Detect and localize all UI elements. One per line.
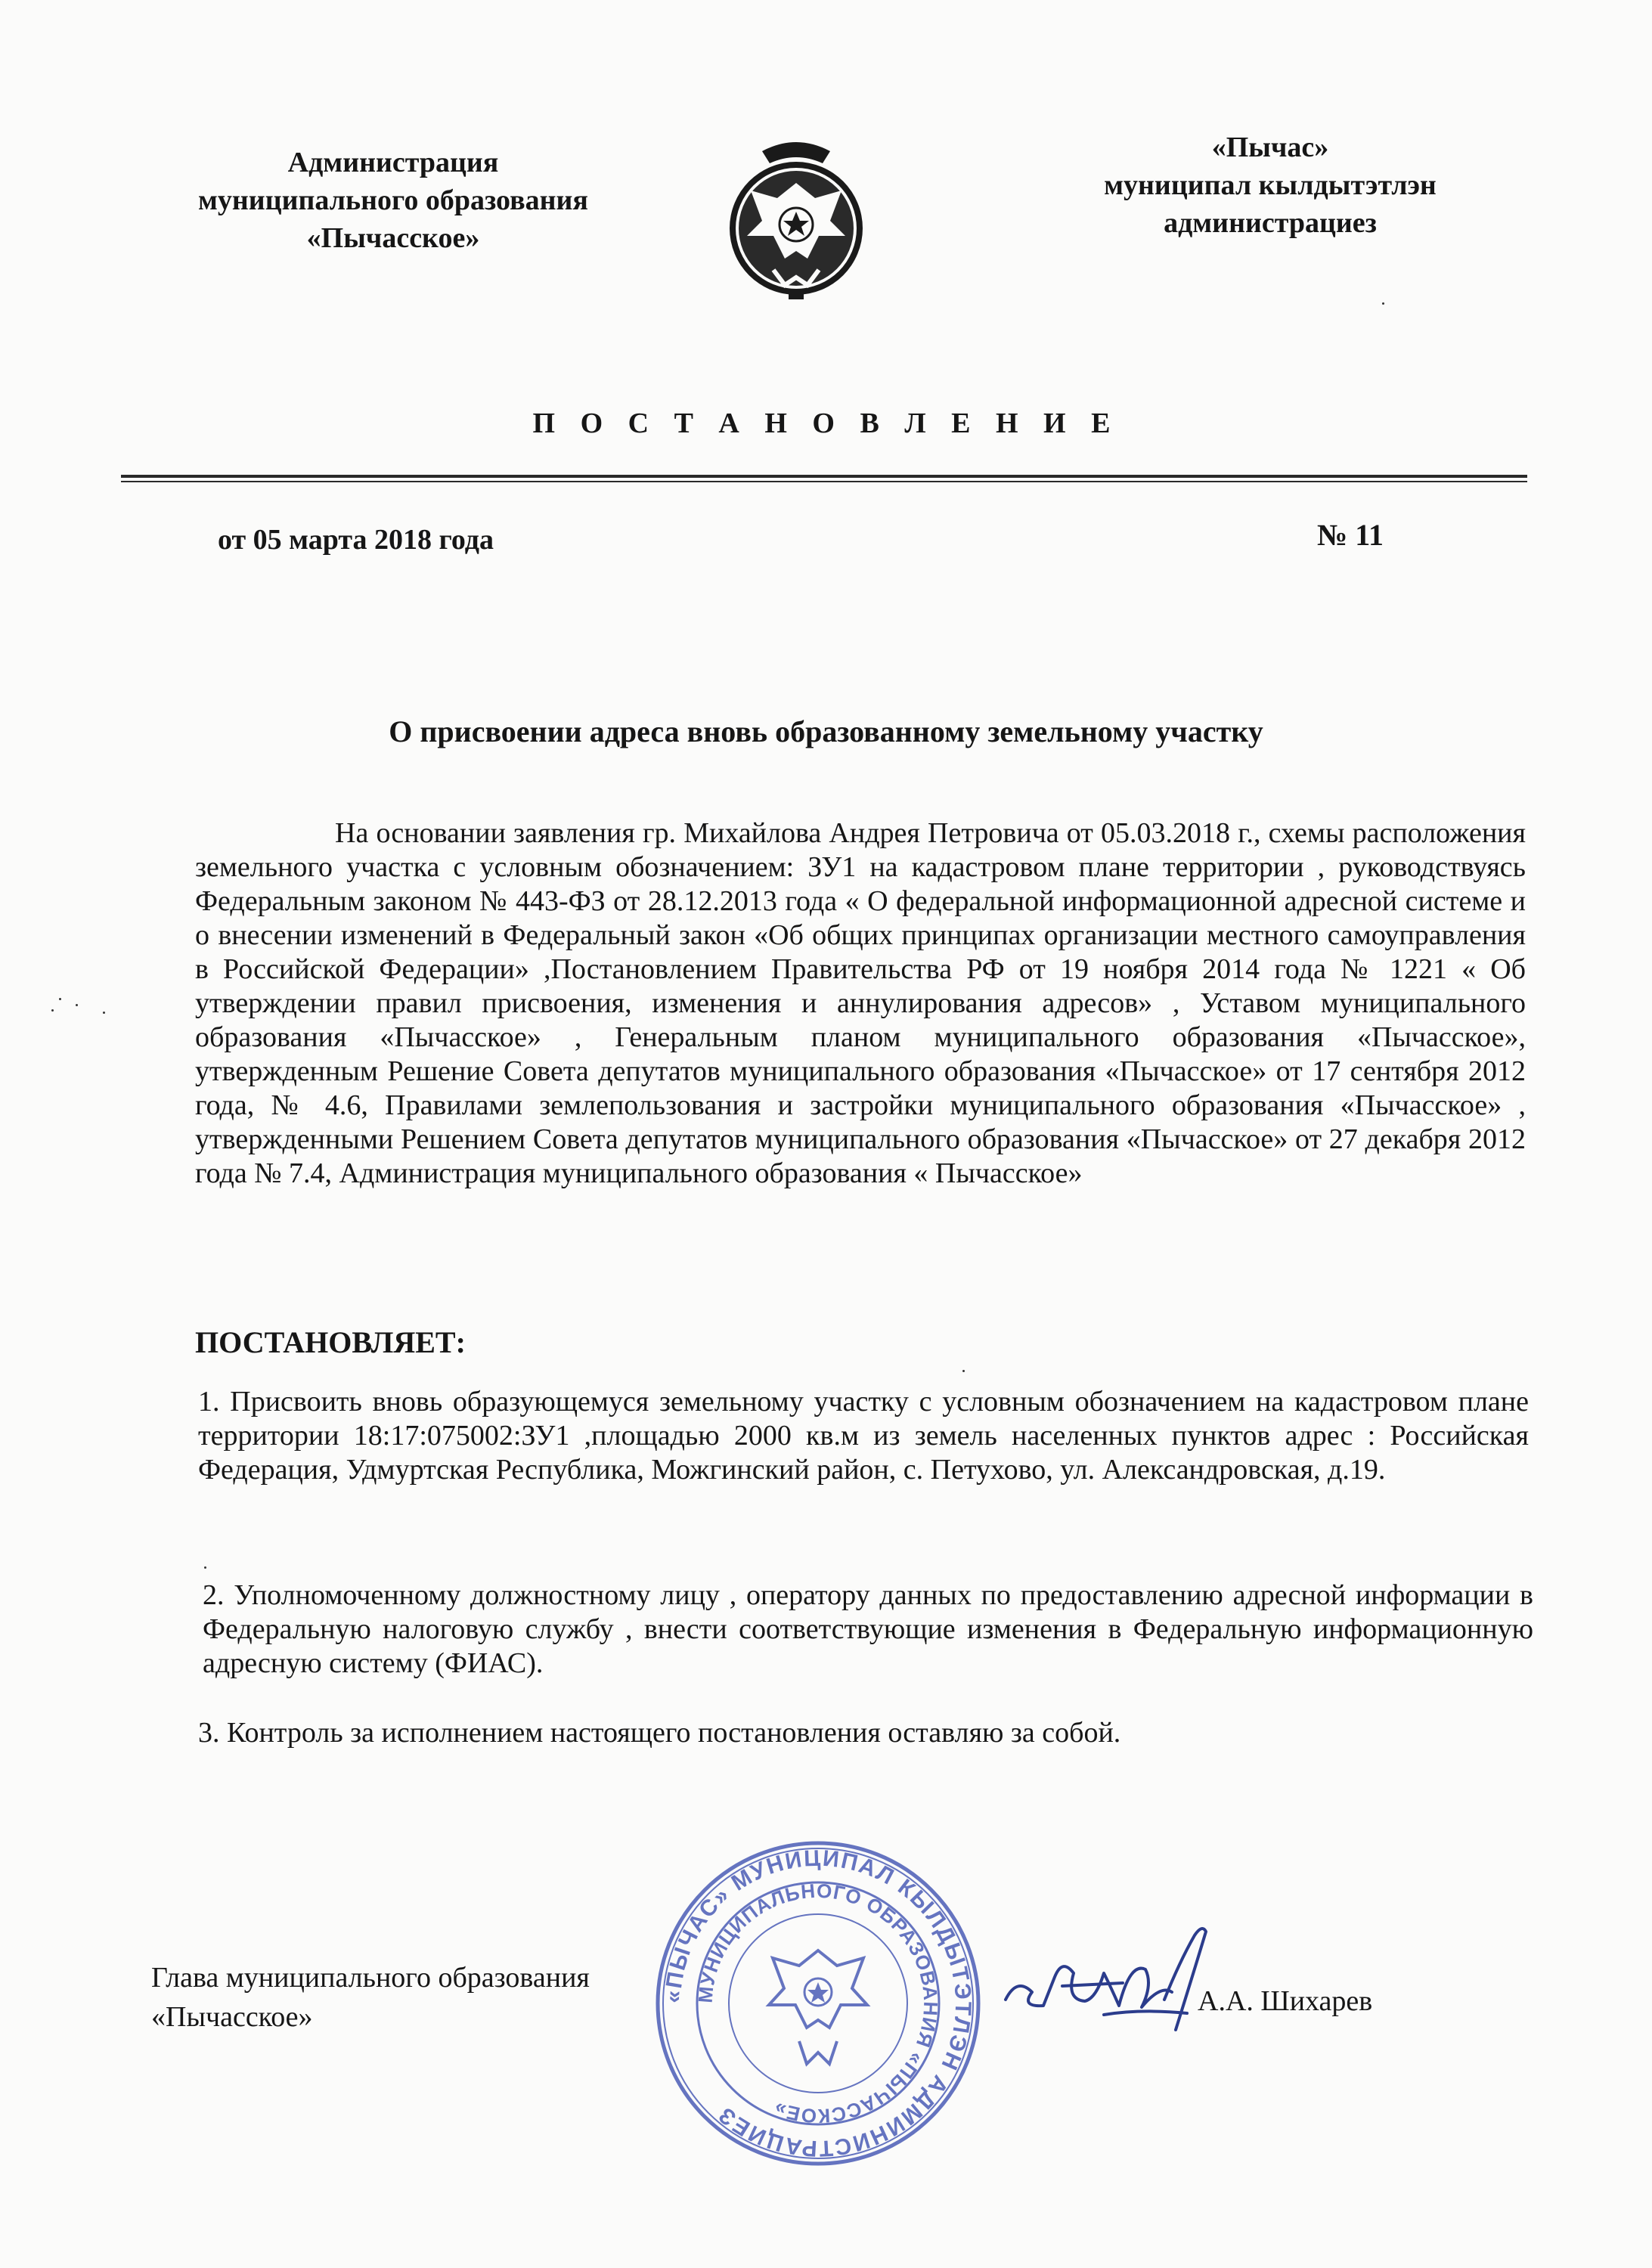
document-title: П О С Т А Н О В Л Е Н И Е xyxy=(532,407,1120,439)
scan-speck xyxy=(204,1566,206,1569)
header-left-line-1: Администрация xyxy=(287,147,499,178)
header-right-line-2: муниципал кылдытэтлэн xyxy=(1104,169,1437,201)
stamp-outer-text: «ПЫЧАС» МУНИЦИПАЛ КЫЛДЫТЭТЛЭН АДМИНИСТРАЦИЕЗ xyxy=(660,1845,976,2161)
preamble-paragraph: На основании заявления гр. Михайлова Андрея Петровича от 05.03.2018 г., схемы расположения земельного участка с условным обозначением: ЗУ1 на кадастровом плане территории , руководствуясь Федеральным законом № 443-ФЗ от 28.12.2013 года « О федеральной информационной адресной системе и о внесении изменений в Федеральный закон «Об общих принципах организации местного самоуправления в Российской Федерации» ,Постановлением Правительства РФ от 19 ноября 2014 года № 1221 « Об утверждении правил присвоения, изменения и аннулирования адресов» , Уставом муниципального образования «Пычасское» , Генеральным планом муниципального образования «Пычасское», утвержденным Решение Совета депутатов муниципального образования «Пычасское» от 17 сентября 2012 года, № 4.6, Правилами землепользования и застройки муниципального образования «Пычасское» , утвержденными Решением Совета депутатов муниципального образования «Пычасское» от 27 декабря 2012 года № 7.4, Администрация муниципального образования « Пычасское» xyxy=(195,817,1526,1189)
handwritten-signature xyxy=(990,1916,1225,2045)
header-left-line-3: «Пычасское» xyxy=(306,222,480,254)
scan-speck xyxy=(103,1012,105,1014)
header-rule xyxy=(121,475,1527,478)
udmurt-coat-of-arms-icon xyxy=(717,138,876,304)
official-stamp xyxy=(652,1837,984,2170)
scan-speck xyxy=(1382,302,1384,305)
decree-item-3: 3. Контроль за исполнением настоящего постановления оставляю за собой. xyxy=(198,1717,1121,1749)
signatory-position-line-2: «Пычасское» xyxy=(151,2001,313,2033)
header-right-line-3: администрациез xyxy=(1164,207,1377,239)
decree-item-2: 2. Уполномоченному должностному лицу , оператору данных по предоставлению адресной информации в Федеральную налоговую службу , внести соответствующие изменения в Федеральную информационную адресную систему (ФИАС). xyxy=(203,1579,1533,1679)
svg-text:МУНИЦИПАЛЬНОГО ОБРАЗОВАНИЯ «ПЫ xyxy=(694,1879,943,2128)
scan-speck xyxy=(76,1004,78,1006)
signatory-position-line-1: Глава муниципального образования xyxy=(151,1962,590,1994)
stamp-inner-text: МУНИЦИПАЛЬНОГО ОБРАЗОВАНИЯ «ПЫЧАССКОЕ» xyxy=(693,1879,943,2128)
header-right-org-name xyxy=(1006,129,1535,242)
document-date: от 05 марта 2018 года xyxy=(218,524,494,556)
header-right-line-1: «Пычас» xyxy=(1211,132,1329,163)
decree-item-1: 1. Присвоить вновь образующемуся земельному участку с условным обозначением на кадастровом плане территории 18:17:075002:ЗУ1 ,площадью 2000 кв.м из земель населенных пунктов адрес : Российская Федерация, Удмуртская Республика, Можгинский район, с. Петухово, ул. Александровская, д.19. xyxy=(198,1386,1529,1486)
header-rule-thin xyxy=(121,481,1527,482)
signatory-name: А.А. Шихарев xyxy=(1198,1985,1373,2017)
document-number: № 11 xyxy=(1317,518,1384,552)
document-subject: О присвоении адреса вновь образованному земельному участку xyxy=(389,714,1263,748)
scan-speck xyxy=(962,1370,965,1372)
scan-speck xyxy=(51,1009,54,1012)
signatory-position xyxy=(151,1958,590,2037)
header-left-line-2: муниципального образования xyxy=(198,184,588,216)
header-left-org-name xyxy=(129,144,658,257)
scan-speck xyxy=(59,998,61,1000)
decree-heading: ПОСТАНОВЛЯЕТ: xyxy=(195,1325,466,1359)
